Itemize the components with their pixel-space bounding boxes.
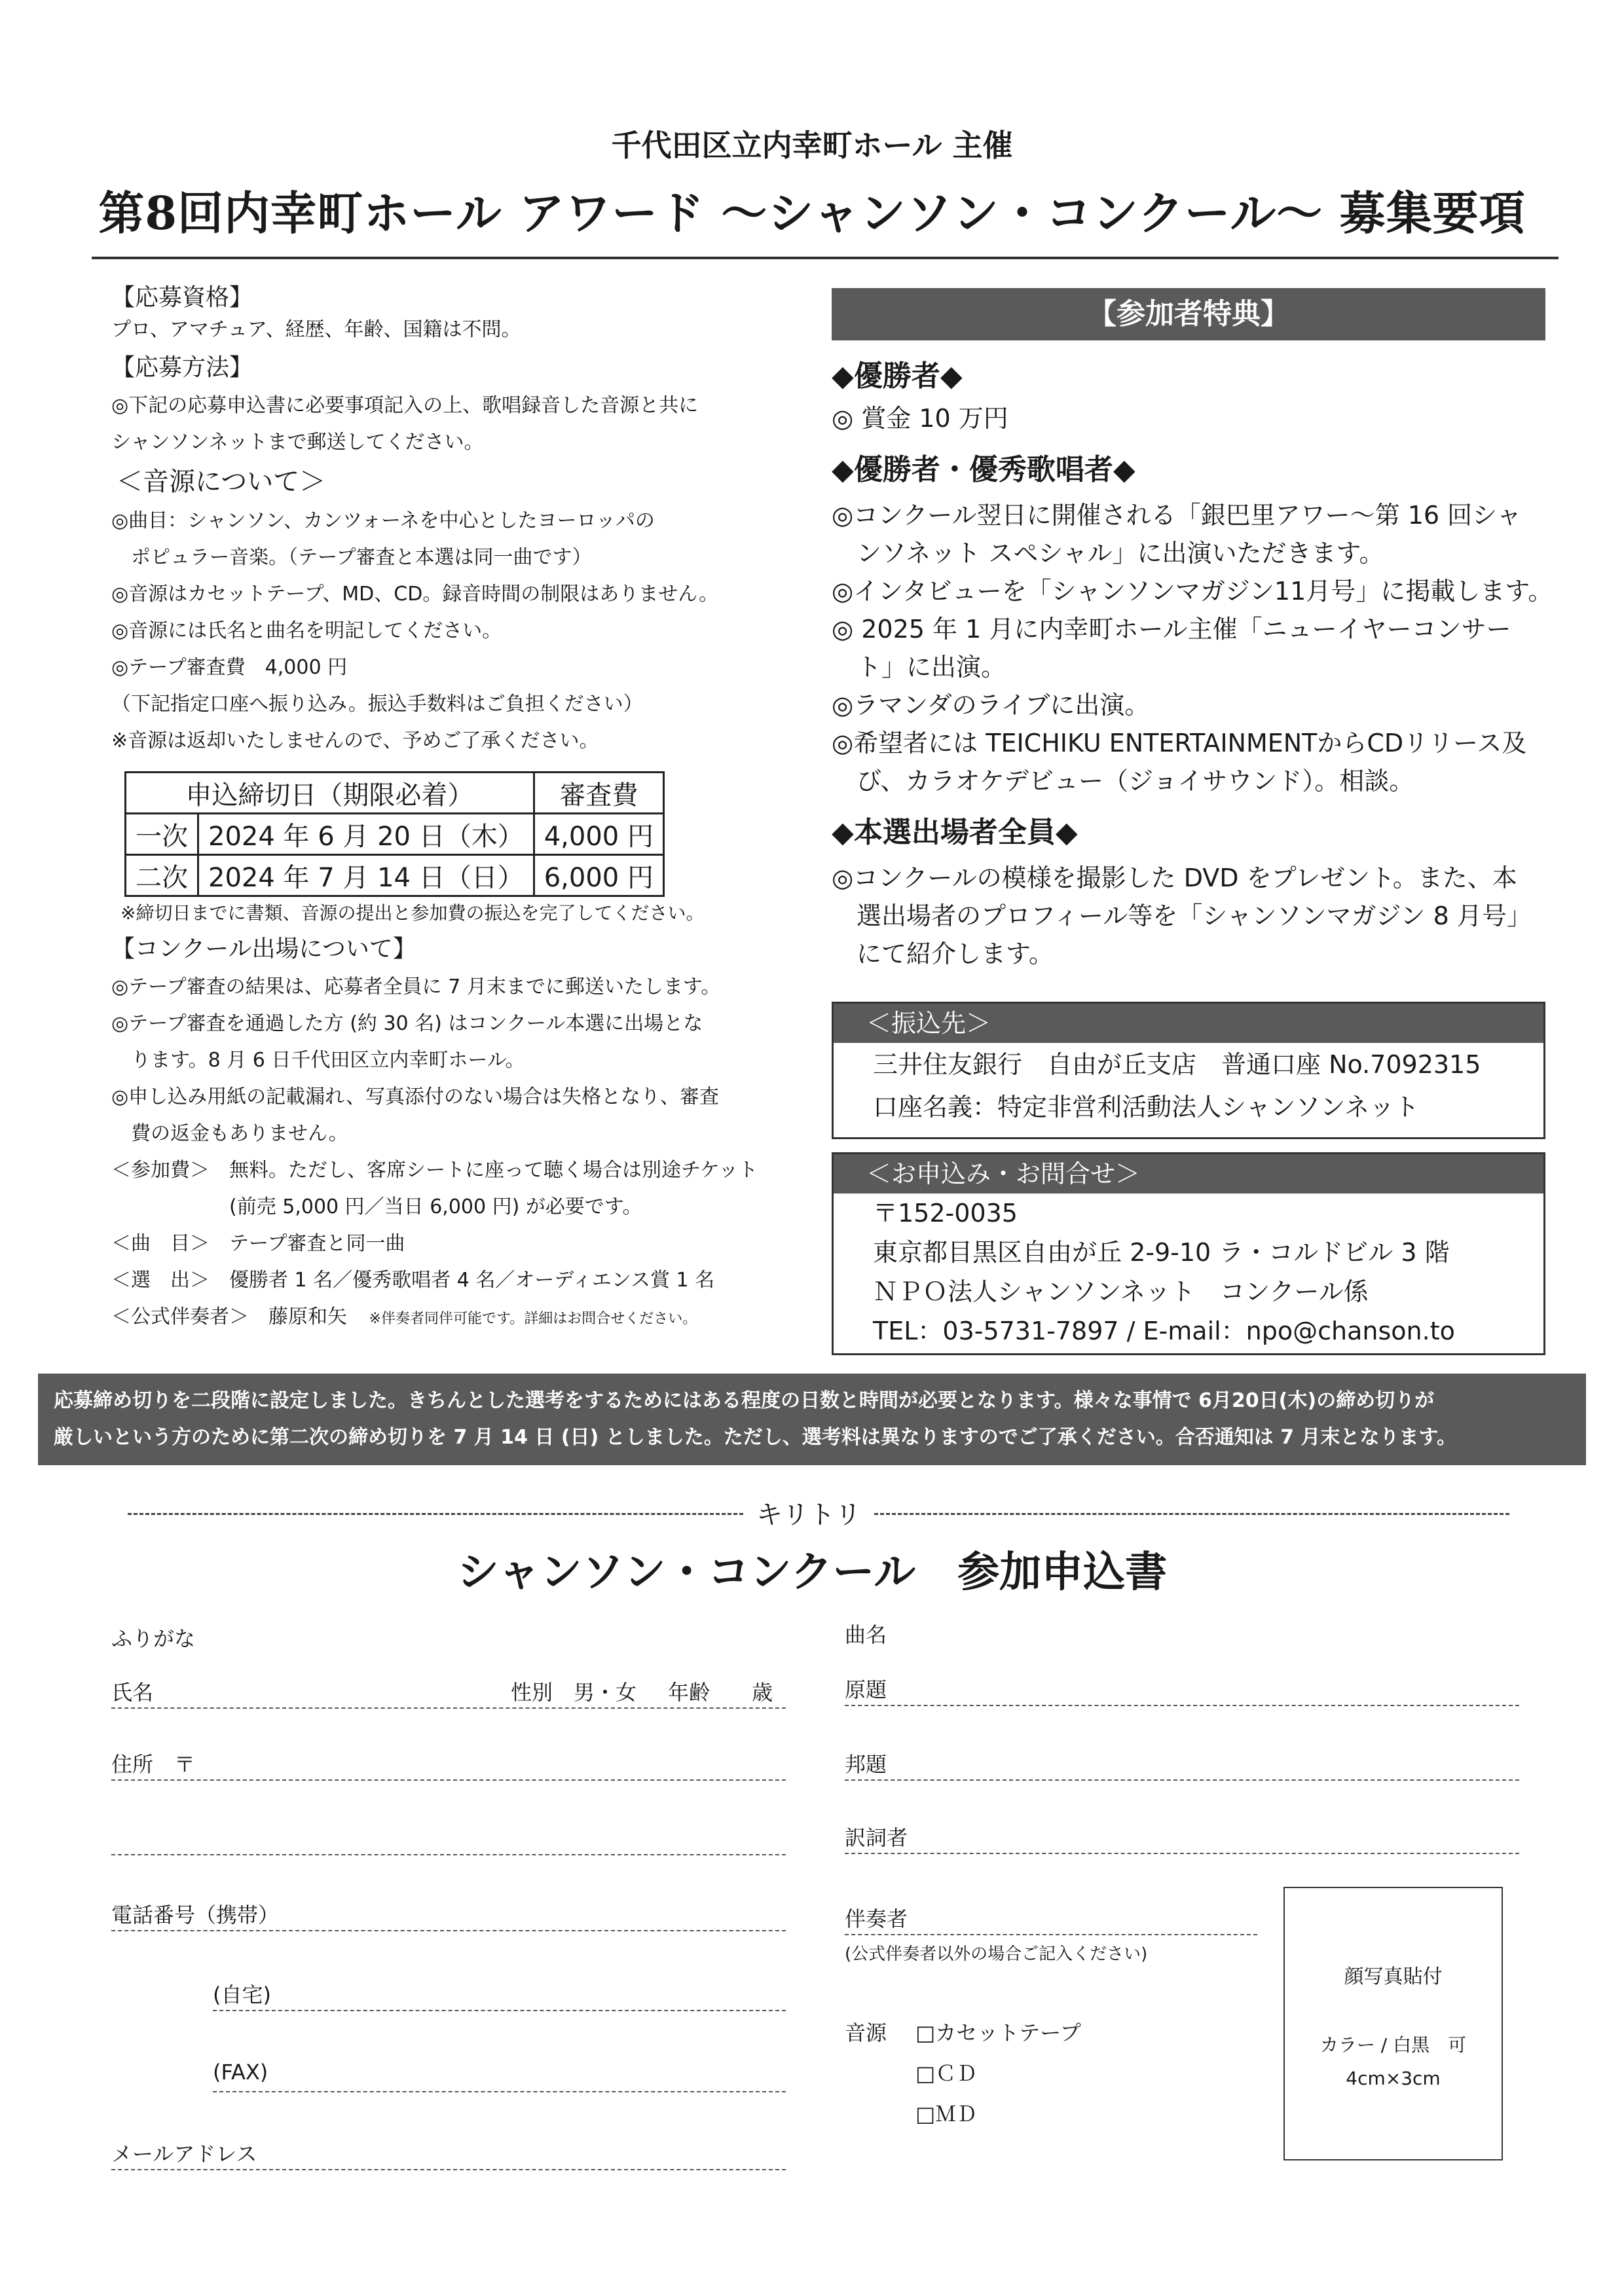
date-cell: 2024 年 6 月 20 日（木） [198, 814, 534, 855]
contest-line: 費の返金もありません。 [111, 1122, 348, 1145]
method-heading: 【応募方法】 [111, 354, 253, 381]
age-label: 年齢 歳 [668, 1680, 773, 1705]
excellent-line: び、カラオケデビュー（ジョイサウンド）。相談。 [832, 767, 1414, 795]
source-line: ポピュラー音楽。（テープ審査と本選は同一曲です） [111, 546, 592, 569]
address-field-2[interactable] [111, 1854, 786, 1855]
bank-line: 三井住友銀行 自由が丘支店 普通口座 No.7092315 [873, 1050, 1481, 1079]
contact-box [832, 1152, 1545, 1355]
fax-field[interactable] [213, 2091, 786, 2092]
excellent-line: ト」に出演。 [832, 653, 1006, 682]
contact-line: TEL：03-5731-7897 / E-mail：npo@chanson.to [873, 1317, 1455, 1345]
deadline-table-header [126, 773, 664, 814]
deadline-header-cell: 申込締切日（期限必着） [126, 773, 534, 814]
source-line: ◎曲目：シャンソン、カンツォーネを中心としたヨーロッパの [111, 509, 655, 532]
cut-line-left [128, 1513, 743, 1515]
notice-bar [38, 1374, 1586, 1465]
bank-heading: ＜振込先＞ [834, 1004, 1543, 1043]
eligibility-text: プロ、アマチュア、経歴、年齢、国籍は不問。 [111, 318, 521, 341]
japanese-title-field[interactable] [845, 1779, 1519, 1781]
lyricist-field[interactable] [845, 1853, 1519, 1854]
lyricist-label: 訳詞者 [845, 1825, 908, 1850]
contest-heading: 【コンクール出場について】 [111, 936, 416, 962]
source-line: ◎音源はカセットテープ、MD、CD。録音時間の制限はありません。 [111, 583, 719, 606]
cut-line-right [874, 1513, 1509, 1515]
contest-line: (前売 5,000 円／当日 6,000 円) が必要です。 [111, 1195, 642, 1218]
source-heading: ＜音源について＞ [117, 467, 326, 497]
accompanist-note: (公式伴奏者以外の場合ご記入ください) [845, 1944, 1148, 1964]
address-label: 住所 〒 [111, 1752, 196, 1777]
excellent-line: ◎ラマンダのライブに出演。 [832, 691, 1150, 720]
contest-line: ＜選 出＞ 優勝者 1 名／優秀歌唱者 4 名／オーディエンス賞 1 名 [111, 1269, 715, 1292]
contest-line: ◎テープ審査を通過した方 (約 30 名) はコンクール本選に出場とな [111, 1012, 703, 1035]
source-line: （下記指定口座へ振り込み。振込手数料はご負担ください） [111, 693, 643, 716]
contest-line: ◎申し込み用紙の記載漏れ、写真添付のない場合は失格となり、審査 [111, 1085, 719, 1108]
right-column [832, 354, 1552, 973]
fee-header-cell: 審査費 [534, 773, 663, 814]
fee-cell: 4,000 円 [534, 814, 663, 855]
finalist-line: にて紹介します。 [832, 939, 1054, 968]
excellent-line: ◎希望者には TEICHIKU ENTERTAINMENTからCDリリース及 [832, 729, 1527, 757]
furigana-label: ふりがな [111, 1626, 196, 1651]
left-column [111, 282, 832, 1338]
source-option-cd[interactable]: □ＣＤ [915, 2061, 978, 2086]
name-field[interactable] [111, 1707, 786, 1709]
finalist-line: 選出場者のプロフィール等を「シャンソンマガジン 8 月号」 [832, 902, 1532, 930]
source-option-cassette[interactable]: □カセットテープ [915, 2020, 1081, 2045]
photo-box[interactable] [1283, 1887, 1503, 2160]
winner-heading: ◆優勝者◆ [832, 359, 963, 393]
contest-line: ＜参加費＞ 無料。ただし、客席シートに座って聴く場合は別途チケット [111, 1159, 758, 1182]
contest-line: ◎テープ審査の結果は、応募者全員に 7 月末までに郵送いたします。 [111, 975, 721, 998]
winner-line: ◎ 賞金 10 万円 [832, 404, 1008, 433]
round-cell: 二次 [126, 855, 198, 896]
email-field[interactable] [111, 2169, 786, 2170]
photo-size: 4cm×3cm [1346, 2068, 1441, 2089]
phone-mobile-label: 電話番号（携帯） [111, 1903, 280, 1927]
contact-heading: ＜お申込み・お問合せ＞ [834, 1154, 1543, 1194]
photo-title: 顔写真貼付 [1344, 1965, 1443, 1988]
date-cell: 2024 年 7 月 14 日（日） [198, 855, 534, 896]
eligibility-heading: 【応募資格】 [111, 284, 253, 311]
contact-line: 東京都目黒区自由が丘 2-9-10 ラ・コルドビル 3 階 [873, 1238, 1450, 1267]
form-title: シャンソン・コンクール 参加申込書 [456, 1548, 1168, 1597]
source-line: ◎テープ審査費 4,000 円 [111, 656, 348, 679]
table-row [126, 855, 664, 896]
name-label: 氏名 [111, 1680, 154, 1705]
fax-label: (FAX) [213, 2060, 268, 2085]
contest-line [111, 1299, 832, 1338]
contest-line: ＜曲 目＞ テープ審査と同一曲 [111, 1232, 405, 1255]
contact-line: ＮＰＯ法人シャンソンネット コンクール係 [873, 1277, 1369, 1306]
address-field[interactable] [111, 1779, 786, 1781]
excellent-line: ンソネット スペシャル」に出演いただきます。 [832, 539, 1384, 568]
original-title-field[interactable] [845, 1705, 1519, 1706]
accompanist-note: ※伴奏者同伴可能です。詳細はお問合せください。 [369, 1311, 697, 1327]
email-label: メールアドレス [111, 2141, 257, 2166]
contest-line: ります。8 月 6 日千代田区立内幸町ホール。 [111, 1049, 525, 1072]
deadline-table [124, 771, 665, 897]
round-cell: 一次 [126, 814, 198, 855]
method-line: シャンソンネットまで郵送してください。 [111, 431, 484, 454]
bank-line: 口座名義：特定非営利活動法人シャンソンネット [873, 1093, 1420, 1121]
page-title: 第8回内幸町ホール アワード 〜シャンソン・コンクール〜 募集要項 [98, 186, 1526, 240]
source-option-md[interactable]: □ＭＤ [915, 2102, 978, 2126]
phone-mobile-field[interactable] [111, 1930, 786, 1931]
song-label: 曲名 [845, 1622, 887, 1647]
excellent-heading: ◆優勝者・優秀歌唱者◆ [832, 453, 1135, 486]
accompanist-field[interactable] [845, 1934, 1257, 1935]
notice-line: 厳しいという方のために第二次の締め切りを 7 月 14 日 (日) としました。ただし、選考料は異なりますのでご了承ください。合否通知は 7 月末となります。 [54, 1426, 1457, 1449]
source-line: ※音源は返却いたしませんので、予めご了承ください。 [111, 729, 599, 752]
accompanist-label: 伴奏者 [845, 1906, 908, 1931]
fee-cell: 6,000 円 [534, 855, 663, 896]
table-row [126, 814, 664, 855]
finalist-line: ◎コンクールの模様を撮影した DVD をプレゼント。また、本 [832, 864, 1517, 892]
bank-box [832, 1002, 1545, 1139]
excellent-line: ◎コンクール翌日に開催される「銀巴里アワー〜第 16 回シャ [832, 501, 1522, 530]
gender-label: 性別 男・女 [511, 1680, 637, 1705]
organizer-line: 千代田区立内幸町ホール 主催 [611, 128, 1013, 163]
source-label: 音源 [845, 2020, 887, 2045]
contact-line: 〒152-0035 [873, 1199, 1018, 1228]
notice-line: 応募締め切りを二段階に設定しました。きちんとした選考をするためにはある程度の日数と時間が必要となります。様々な事情で 6月20日(木)の締め切りが [54, 1389, 1435, 1412]
japanese-title-label: 邦題 [845, 1752, 887, 1777]
benefits-banner: 【参加者特典】 [832, 288, 1545, 340]
accompanist-text: ＜公式伴奏者＞ 藤原和矢 [111, 1305, 347, 1328]
excellent-line: ◎インタビューを「シャンソンマガジン11月号」に掲載します。 [832, 577, 1553, 606]
deadline-note: ※締切日までに書類、音源の提出と参加費の振込を完了してください。 [120, 902, 705, 924]
phone-home-label: (自宅) [213, 1982, 271, 2007]
photo-color: カラー / 白黒 可 [1320, 2034, 1467, 2056]
method-line: ◎下記の応募申込書に必要事項記入の上、歌唱録音した音源と共に [111, 394, 699, 417]
source-line: ◎音源には氏名と曲名を明記してください。 [111, 619, 502, 642]
excellent-line: ◎ 2025 年 1 月に内幸町ホール主催「ニューイヤーコンサー [832, 615, 1511, 644]
header-rule [92, 257, 1559, 259]
phone-home-field[interactable] [213, 2010, 786, 2011]
original-title-label: 原題 [845, 1677, 887, 1702]
cut-line-label: キリトリ [756, 1500, 861, 1530]
finalist-heading: ◆本選出場者全員◆ [832, 816, 1078, 849]
